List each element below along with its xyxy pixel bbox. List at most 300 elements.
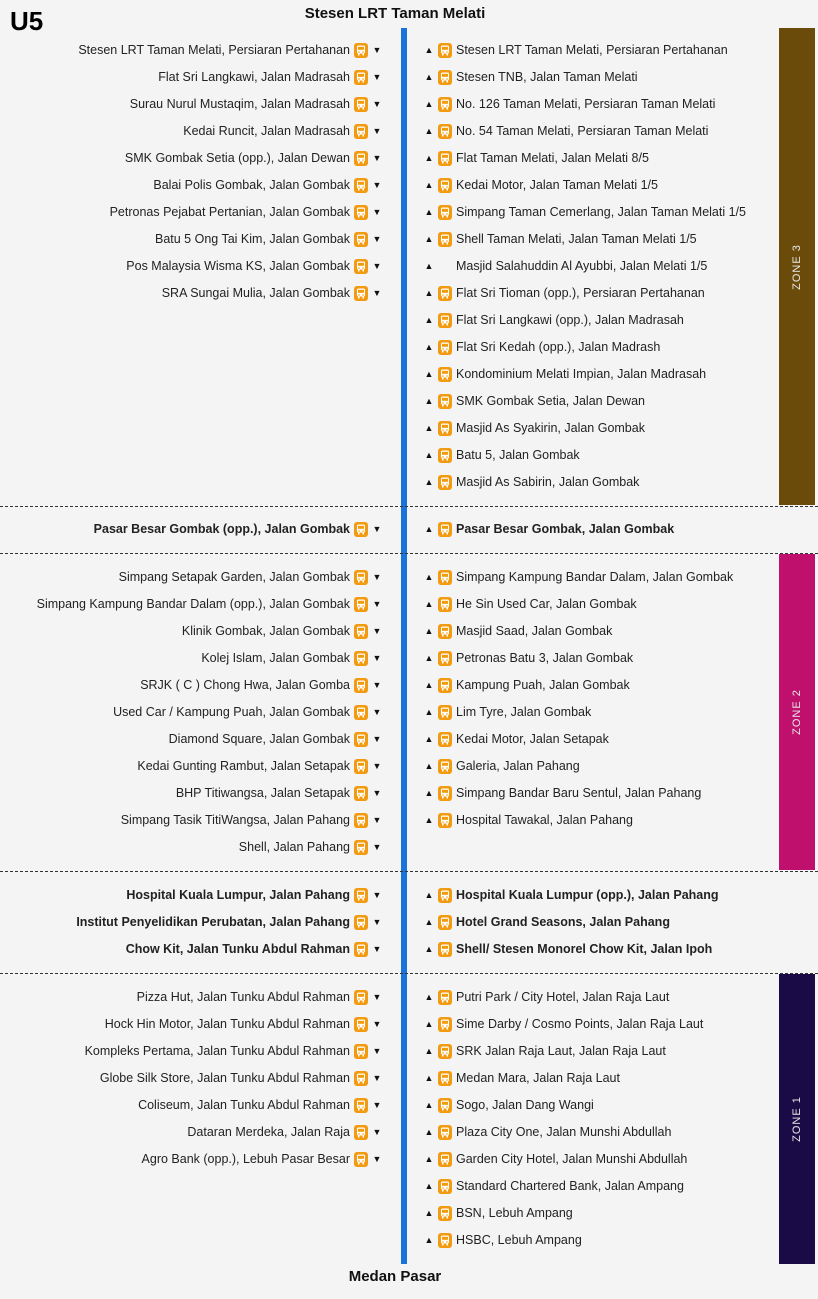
stop-name: Kondominium Melati Impian, Jalan Madrasah [456,367,707,381]
bus-stop-icon [438,448,452,463]
stop-name: Hospital Kuala Lumpur, Jalan Pahang [126,888,350,902]
stop-inbound [187,1122,382,1142]
stop-outbound [424,567,733,587]
stop-name: Surau Nurul Mustaqim, Jalan Madrasah [129,97,350,111]
direction-down-icon: ▼ [372,944,382,954]
stop-name: Stesen LRT Taman Melati, Persiaran Pertahanan [456,43,728,57]
stop-name: Hotel Grand Seasons, Jalan Pahang [456,915,670,929]
stop-name: Simpang Kampung Bandar Dalam, Jalan Gombak [456,570,734,584]
bus-stop-icon [438,888,452,903]
bus-stop-icon [438,367,452,382]
stop-outbound [424,810,633,830]
stop-inbound [137,987,382,1007]
origin-terminal: Stesen LRT Taman Melati [304,5,486,22]
direction-up-icon: ▲ [424,153,434,163]
direction-down-icon: ▼ [372,815,382,825]
stop-name: SRJK ( C ) Chong Hwa, Jalan Gomba [140,678,350,692]
direction-up-icon: ▲ [424,315,434,325]
direction-up-icon: ▲ [424,477,434,487]
stop-inbound [169,729,382,749]
bus-stop-icon [354,624,368,639]
direction-up-icon: ▲ [424,450,434,460]
direction-down-icon: ▼ [372,153,382,163]
bus-stop-icon [438,1233,452,1248]
direction-up-icon: ▲ [424,288,434,298]
bus-stop-icon [354,1071,368,1086]
stop-name: Galeria, Jalan Pahang [456,759,580,773]
stop-outbound [424,519,674,539]
stop-inbound [162,283,382,303]
zone-separator [0,973,818,974]
stop-inbound [85,1041,382,1061]
stop-name: BSN, Lebuh Ampang [456,1206,573,1220]
bus-stop-icon [354,597,368,612]
bus-stop-icon [438,1206,452,1221]
stop-name: Lim Tyre, Jalan Gombak [456,705,592,719]
stop-name: Kompleks Pertama, Jalan Tunku Abdul Rahman [84,1044,350,1058]
direction-down-icon: ▼ [372,234,382,244]
direction-down-icon: ▼ [372,572,382,582]
stop-name: Masjid Saad, Jalan Gombak [456,624,613,638]
stop-outbound [424,364,706,384]
direction-up-icon: ▲ [424,890,434,900]
stop-name: Pasar Besar Gombak, Jalan Gombak [456,522,675,536]
stop-outbound [424,1041,666,1061]
direction-up-icon: ▲ [424,207,434,217]
bus-stop-icon [438,1152,452,1167]
stop-inbound [176,783,382,803]
direction-up-icon: ▲ [424,1154,434,1164]
bus-stop-icon [354,205,368,220]
stop-outbound [424,621,612,641]
direction-down-icon: ▼ [372,288,382,298]
stop-outbound [424,283,705,303]
direction-up-icon: ▲ [424,234,434,244]
stop-name: SRA Sungai Mulia, Jalan Gombak [161,286,350,300]
direction-up-icon: ▲ [424,917,434,927]
stop-inbound [201,648,382,668]
direction-down-icon: ▼ [372,992,382,1002]
stop-outbound [424,94,715,114]
direction-up-icon: ▲ [424,1046,434,1056]
stop-name: SMK Gombak Setia, Jalan Dewan [456,394,645,408]
stop-outbound [424,1014,703,1034]
direction-up-icon: ▲ [424,1235,434,1245]
stop-outbound [424,1203,573,1223]
bus-stop-icon [354,232,368,247]
stop-name: Kedai Motor, Jalan Taman Melati 1/5 [456,178,658,192]
stop-outbound [424,121,708,141]
bus-stop-icon [438,178,452,193]
bus-stop-icon [354,43,368,58]
bus-stop-icon [354,522,368,537]
stop-name: Globe Silk Store, Jalan Tunku Abdul Rahman [99,1071,350,1085]
stop-name: Batu 5 Ong Tai Kim, Jalan Gombak [154,232,350,246]
stop-inbound [37,594,382,614]
stop-name: Kolej Islam, Jalan Gombak [201,651,350,665]
bus-stop-icon [354,840,368,855]
stop-inbound [76,912,382,932]
bus-stop-icon [354,286,368,301]
direction-down-icon: ▼ [372,1127,382,1137]
bus-stop-icon [354,651,368,666]
stop-inbound [138,1095,382,1115]
bus-stop-icon [354,990,368,1005]
bus-stop-icon [354,1152,368,1167]
bus-stop-icon [438,421,452,436]
bus-stop-icon [354,1044,368,1059]
stop-name: Coliseum, Jalan Tunku Abdul Rahman [138,1098,350,1112]
bus-stop-icon [438,522,452,537]
stop-outbound [424,391,645,411]
bus-stop-icon [438,340,452,355]
stop-name: Klinik Gombak, Jalan Gombak [181,624,350,638]
bus-stop-icon [354,1098,368,1113]
stop-inbound [130,94,382,114]
bus-stop-icon [354,888,368,903]
bus-stop-icon [438,678,452,693]
direction-up-icon: ▲ [424,261,434,271]
stop-inbound [153,175,382,195]
bus-stop-icon [354,732,368,747]
zone-2-label: ZONE 2 [791,689,804,735]
stop-name: Masjid As Syakirin, Jalan Gombak [456,421,645,435]
direction-up-icon: ▲ [424,369,434,379]
direction-down-icon: ▼ [372,261,382,271]
bus-stop-icon [438,1071,452,1086]
bus-stop-icon [438,705,452,720]
stop-outbound [424,912,670,932]
stop-name: Garden City Hotel, Jalan Munshi Abdullah [456,1152,688,1166]
stop-name: BHP Titiwangsa, Jalan Setapak [175,786,350,800]
zone-3-bar [779,28,815,505]
stop-name: SRK Jalan Raja Laut, Jalan Raja Laut [456,1044,666,1058]
bus-stop-icon [354,813,368,828]
stop-outbound [424,939,712,959]
stop-outbound [424,202,746,222]
stop-inbound [126,256,382,276]
stop-outbound [424,729,609,749]
stop-name: Flat Sri Kedah (opp.), Jalan Madrash [456,340,661,354]
stop-name: He Sin Used Car, Jalan Gombak [456,597,637,611]
direction-down-icon: ▼ [372,1019,382,1029]
stop-inbound [125,148,382,168]
stop-name: No. 126 Taman Melati, Persiaran Taman Melati [456,97,716,111]
stop-inbound [140,675,382,695]
stop-name: SMK Gombak Setia (opp.), Jalan Dewan [124,151,350,165]
stop-outbound [424,67,638,87]
stop-outbound [424,310,684,330]
direction-down-icon: ▼ [372,788,382,798]
bus-stop-icon [438,1044,452,1059]
stop-inbound [113,702,382,722]
zone-separator [0,871,818,872]
stop-outbound [424,987,669,1007]
bus-stop-icon [438,759,452,774]
direction-down-icon: ▼ [372,72,382,82]
direction-up-icon: ▲ [424,734,434,744]
stop-outbound [424,675,630,695]
bus-stop-icon [438,570,452,585]
direction-up-icon: ▲ [424,599,434,609]
direction-up-icon: ▲ [424,396,434,406]
direction-up-icon: ▲ [424,815,434,825]
stop-name: Pos Malaysia Wisma KS, Jalan Gombak [126,259,350,273]
direction-down-icon: ▼ [372,707,382,717]
stop-name: Putri Park / City Hotel, Jalan Raja Laut [456,990,670,1004]
stop-name: Standard Chartered Bank, Jalan Ampang [456,1179,684,1193]
bus-stop-icon [354,942,368,957]
bus-stop-icon [438,475,452,490]
bus-stop-icon [354,151,368,166]
direction-up-icon: ▲ [424,1208,434,1218]
stop-name: Stesen TNB, Jalan Taman Melati [456,70,638,84]
stop-name: Flat Sri Langkawi (opp.), Jalan Madrasah [456,313,684,327]
stop-outbound [424,756,580,776]
bus-stop-icon [438,1098,452,1113]
stop-outbound [424,1230,582,1250]
stop-name: Dataran Merdeka, Jalan Raja [187,1125,350,1139]
bus-stop-icon [438,313,452,328]
stop-name: Chow Kit, Jalan Tunku Abdul Rahman [125,942,350,956]
stop-inbound [126,885,382,905]
zone-3-label: ZONE 3 [791,243,804,290]
stop-outbound [424,229,697,249]
bus-stop-icon [354,678,368,693]
stop-name: Batu 5, Jalan Gombak [456,448,580,462]
bus-stop-icon [438,651,452,666]
stop-name: Simpang Setapak Garden, Jalan Gombak [118,570,350,584]
stop-outbound [424,337,660,357]
direction-up-icon: ▲ [424,1181,434,1191]
stop-outbound [424,594,637,614]
bus-stop-icon [438,70,452,85]
stop-name: Kedai Motor, Jalan Setapak [456,732,609,746]
direction-up-icon: ▲ [424,45,434,55]
stop-inbound [183,121,382,141]
zone-1-bar [779,974,815,1264]
bus-stop-icon [438,915,452,930]
stop-inbound [121,810,382,830]
stop-outbound [424,1068,620,1088]
stop-name: Flat Sri Langkawi, Jalan Madrasah [158,70,350,84]
stop-outbound [424,885,719,905]
bus-stop-icon [438,624,452,639]
bus-stop-icon [354,124,368,139]
stop-name: No. 54 Taman Melati, Persiaran Taman Melati [456,124,709,138]
direction-down-icon: ▼ [372,890,382,900]
direction-down-icon: ▼ [372,842,382,852]
stop-name: Sime Darby / Cosmo Points, Jalan Raja Laut [456,1017,704,1031]
stop-name: Sogo, Jalan Dang Wangi [456,1098,594,1112]
stop-outbound [424,1095,594,1115]
direction-down-icon: ▼ [372,1100,382,1110]
direction-up-icon: ▲ [424,524,434,534]
direction-down-icon: ▼ [372,126,382,136]
bus-stop-icon [354,705,368,720]
stop-inbound [126,939,382,959]
stop-name: Kedai Runcit, Jalan Madrasah [183,124,350,138]
direction-up-icon: ▲ [424,72,434,82]
stop-inbound [155,229,382,249]
stop-name: Kedai Gunting Rambut, Jalan Setapak [137,759,350,773]
bus-stop-icon [438,1179,452,1194]
stop-inbound [158,67,382,87]
route-code: U5 [10,6,44,36]
zone-1-label: ZONE 1 [791,1096,804,1142]
stop-name: Flat Sri Tioman (opp.), Persiaran Pertahanan [456,286,705,300]
stop-outbound [424,1176,684,1196]
stop-name: Institut Penyelidikan Perubatan, Jalan Pahang [76,915,350,929]
direction-down-icon: ▼ [372,917,382,927]
stop-name: Simpang Bandar Baru Sentul, Jalan Pahang [456,786,702,800]
stop-name: Masjid As Sabirin, Jalan Gombak [456,475,640,489]
bus-stop-icon [354,786,368,801]
bus-stop-icon [438,813,452,828]
stop-name: Petronas Batu 3, Jalan Gombak [456,651,634,665]
bus-stop-icon [438,205,452,220]
direction-down-icon: ▼ [372,45,382,55]
stop-inbound [94,519,382,539]
bus-stop-icon [438,942,452,957]
zone-separator [0,553,818,554]
direction-down-icon: ▼ [372,1046,382,1056]
bus-stop-icon [438,732,452,747]
bus-stop-icon [438,124,452,139]
stop-name: Simpang Taman Cemerlang, Jalan Taman Melati 1/5 [456,205,746,219]
route-line [401,28,407,1264]
direction-up-icon: ▲ [424,1100,434,1110]
stop-name: HSBC, Lebuh Ampang [456,1233,582,1247]
bus-stop-icon [354,1125,368,1140]
direction-down-icon: ▼ [372,180,382,190]
bus-stop-icon [354,759,368,774]
bus-stop-icon [354,178,368,193]
stop-name: Masjid Salahuddin Al Ayubbi, Jalan Melati 1/5 [456,259,708,273]
direction-up-icon: ▲ [424,992,434,1002]
direction-up-icon: ▲ [424,1127,434,1137]
stop-inbound [239,837,382,857]
stop-name: Plaza City One, Jalan Munshi Abdullah [456,1125,672,1139]
stop-name: Petronas Pejabat Pertanian, Jalan Gombak [109,205,350,219]
bus-stop-icon [438,1017,452,1032]
direction-down-icon: ▼ [372,734,382,744]
stop-name: Hospital Kuala Lumpur (opp.), Jalan Pahang [456,888,719,902]
direction-down-icon: ▼ [372,761,382,771]
direction-up-icon: ▲ [424,99,434,109]
destination-terminal: Medan Pasar [348,1268,442,1285]
stop-inbound [78,40,382,60]
stop-name: Agro Bank (opp.), Lebuh Pasar Besar [141,1152,350,1166]
stop-name: Stesen LRT Taman Melati, Persiaran Pertahanan [78,43,350,57]
bus-stop-icon [354,570,368,585]
stop-name: Medan Mara, Jalan Raja Laut [456,1071,620,1085]
bus-stop-icon [354,915,368,930]
stop-outbound [424,472,639,492]
bus-stop-icon [438,232,452,247]
bus-stop-icon [438,990,452,1005]
direction-down-icon: ▼ [372,207,382,217]
stop-inbound [137,756,382,776]
direction-down-icon: ▼ [372,680,382,690]
stop-name: Pizza Hut, Jalan Tunku Abdul Rahman [136,990,350,1004]
stop-outbound [424,702,591,722]
stop-inbound [182,621,382,641]
stop-name: Simpang Kampung Bandar Dalam (opp.), Jalan Gombak [36,597,350,611]
direction-up-icon: ▲ [424,1019,434,1029]
stop-name: Hospital Tawakal, Jalan Pahang [456,813,633,827]
bus-stop-icon [438,394,452,409]
bus-stop-icon [354,70,368,85]
stop-outbound [424,648,633,668]
direction-down-icon: ▼ [372,599,382,609]
stop-inbound [119,567,382,587]
stop-outbound [424,1122,671,1142]
stop-outbound [424,418,645,438]
direction-up-icon: ▲ [424,788,434,798]
direction-up-icon: ▲ [424,944,434,954]
stop-outbound [424,256,707,276]
bus-stop-icon [438,597,452,612]
stop-outbound [424,445,580,465]
stop-outbound [424,148,649,168]
direction-down-icon: ▼ [372,653,382,663]
stop-inbound [110,202,382,222]
direction-up-icon: ▲ [424,761,434,771]
bus-stop-icon [354,1017,368,1032]
stop-inbound [100,1068,382,1088]
bus-stop-icon [438,97,452,112]
bus-stop-icon [438,1125,452,1140]
bus-stop-icon [438,786,452,801]
direction-up-icon: ▲ [424,653,434,663]
stop-outbound [424,40,728,60]
bus-stop-icon [438,286,452,301]
bus-stop-icon [354,259,368,274]
bus-stop-icon [354,97,368,112]
stop-name: Shell/ Stesen Monorel Chow Kit, Jalan Ipoh [456,942,713,956]
stop-outbound [424,1149,687,1169]
direction-up-icon: ▲ [424,1073,434,1083]
direction-up-icon: ▲ [424,423,434,433]
bus-stop-icon [438,151,452,166]
direction-up-icon: ▲ [424,707,434,717]
direction-down-icon: ▼ [372,99,382,109]
direction-down-icon: ▼ [372,1073,382,1083]
direction-down-icon: ▼ [372,524,382,534]
stop-name: Diamond Square, Jalan Gombak [168,732,350,746]
stop-name: Hock Hin Motor, Jalan Tunku Abdul Rahman [104,1017,350,1031]
stop-inbound [142,1149,382,1169]
stop-name: Flat Taman Melati, Jalan Melati 8/5 [456,151,649,165]
stop-name: Used Car / Kampung Puah, Jalan Gombak [113,705,350,719]
stop-name: Kampung Puah, Jalan Gombak [456,678,630,692]
direction-up-icon: ▲ [424,572,434,582]
stop-outbound [424,783,701,803]
direction-up-icon: ▲ [424,680,434,690]
direction-up-icon: ▲ [424,126,434,136]
stop-name: Shell, Jalan Pahang [238,840,350,854]
stop-outbound [424,175,658,195]
direction-down-icon: ▼ [372,1154,382,1164]
direction-down-icon: ▼ [372,626,382,636]
zone-separator [0,506,818,507]
direction-up-icon: ▲ [424,180,434,190]
stop-name: Shell Taman Melati, Jalan Taman Melati 1/5 [456,232,697,246]
stop-inbound [105,1014,382,1034]
zone-2-bar [779,554,815,870]
direction-up-icon: ▲ [424,342,434,352]
